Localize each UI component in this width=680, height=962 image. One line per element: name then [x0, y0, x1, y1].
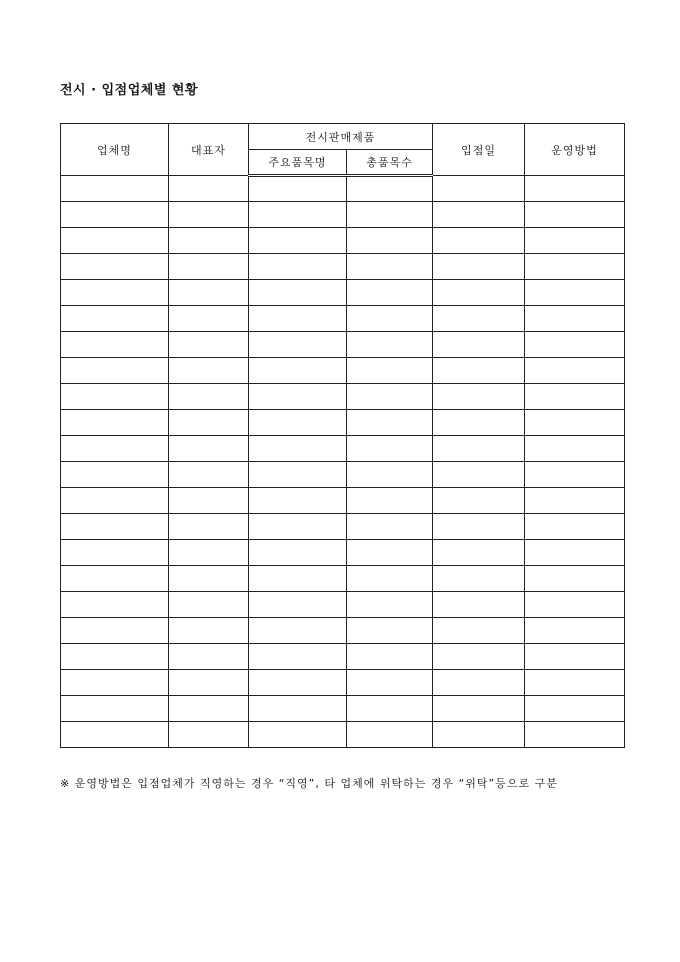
table-cell [433, 280, 525, 306]
table-cell [525, 436, 625, 462]
table-cell [525, 696, 625, 722]
table-row [61, 176, 625, 202]
table-cell [249, 410, 347, 436]
table-cell [249, 592, 347, 618]
table-cell [249, 462, 347, 488]
table-cell [433, 410, 525, 436]
table-cell [347, 644, 433, 670]
header-operation-method: 운영방법 [525, 124, 625, 176]
table-cell [433, 462, 525, 488]
table-cell [169, 540, 249, 566]
table-row [61, 488, 625, 514]
table-cell [249, 228, 347, 254]
table-cell [433, 436, 525, 462]
table-cell [525, 514, 625, 540]
table-cell [61, 358, 169, 384]
table-cell [249, 540, 347, 566]
table-cell [347, 462, 433, 488]
table-cell [525, 384, 625, 410]
table-cell [249, 358, 347, 384]
table-cell [61, 228, 169, 254]
table-cell [169, 358, 249, 384]
table-cell [525, 670, 625, 696]
table-row [61, 410, 625, 436]
table-cell [525, 228, 625, 254]
table-cell [525, 644, 625, 670]
table-cell [347, 202, 433, 228]
table-cell [249, 514, 347, 540]
table-cell [169, 176, 249, 202]
table-cell [169, 722, 249, 748]
table-cell [61, 306, 169, 332]
table-cell [61, 488, 169, 514]
table-cell [169, 644, 249, 670]
table-cell [347, 280, 433, 306]
table-cell [347, 410, 433, 436]
table-cell [61, 280, 169, 306]
header-company: 업체명 [61, 124, 169, 176]
table-row [61, 358, 625, 384]
table-row [61, 306, 625, 332]
table-cell [249, 722, 347, 748]
table-cell [525, 540, 625, 566]
table-row [61, 722, 625, 748]
table-cell [525, 306, 625, 332]
table-cell [433, 202, 525, 228]
table-cell [433, 228, 525, 254]
table-cell [347, 696, 433, 722]
table-row [61, 384, 625, 410]
table-cell [169, 462, 249, 488]
table-cell [525, 722, 625, 748]
table-cell [61, 462, 169, 488]
table-cell [525, 462, 625, 488]
table-cell [169, 488, 249, 514]
table-cell [169, 306, 249, 332]
table-cell [347, 176, 433, 202]
table-cell [347, 566, 433, 592]
table-cell [61, 670, 169, 696]
table-cell [249, 280, 347, 306]
table-cell [249, 618, 347, 644]
table-cell [347, 306, 433, 332]
table-cell [61, 618, 169, 644]
table-cell [249, 202, 347, 228]
table-cell [347, 592, 433, 618]
table-cell [433, 592, 525, 618]
table-row [61, 696, 625, 722]
table-cell [249, 384, 347, 410]
table-body [61, 176, 625, 748]
table-cell [347, 358, 433, 384]
table-cell [249, 696, 347, 722]
table-cell [169, 670, 249, 696]
table-cell [347, 228, 433, 254]
table-cell [433, 696, 525, 722]
table-cell [525, 254, 625, 280]
table-cell [433, 358, 525, 384]
table-cell [433, 540, 525, 566]
header-main-products: 주요품목명 [249, 150, 347, 176]
table-cell [169, 254, 249, 280]
table-cell [61, 254, 169, 280]
table-row [61, 670, 625, 696]
table-cell [433, 332, 525, 358]
table-cell [169, 410, 249, 436]
table-cell [433, 176, 525, 202]
table-cell [169, 592, 249, 618]
table-cell [61, 644, 169, 670]
header-entry-date: 입점일 [433, 124, 525, 176]
table-cell [347, 254, 433, 280]
table-cell [61, 176, 169, 202]
table-cell [169, 228, 249, 254]
table-row [61, 254, 625, 280]
table-cell [169, 280, 249, 306]
table-row [61, 228, 625, 254]
table-cell [525, 566, 625, 592]
table-cell [249, 566, 347, 592]
table-cell [525, 410, 625, 436]
table-cell [61, 202, 169, 228]
header-total-items: 총품목수 [347, 150, 433, 176]
table-cell [249, 670, 347, 696]
table-cell [169, 202, 249, 228]
table-cell [347, 488, 433, 514]
table-cell [347, 722, 433, 748]
table-cell [61, 384, 169, 410]
table-row [61, 436, 625, 462]
table-cell [249, 306, 347, 332]
table-cell [525, 358, 625, 384]
table-row [61, 644, 625, 670]
table-cell [525, 332, 625, 358]
table-cell [61, 696, 169, 722]
table-cell [433, 618, 525, 644]
page-title: 전시 · 입점업체별 현황 [60, 83, 199, 98]
table-cell [61, 514, 169, 540]
table-cell [347, 384, 433, 410]
table-cell [61, 566, 169, 592]
table-cell [61, 436, 169, 462]
table-row [61, 202, 625, 228]
table-cell [525, 202, 625, 228]
table-cell [525, 280, 625, 306]
table-cell [61, 410, 169, 436]
table-cell [347, 436, 433, 462]
table-cell [249, 488, 347, 514]
table-cell [525, 488, 625, 514]
table-cell [433, 644, 525, 670]
table-cell [61, 592, 169, 618]
table-cell [433, 254, 525, 280]
table-cell [347, 514, 433, 540]
table-cell [525, 176, 625, 202]
table-cell [61, 722, 169, 748]
vendor-status-table [60, 123, 625, 748]
table-cell [347, 540, 433, 566]
table-cell [347, 618, 433, 644]
table-cell [525, 618, 625, 644]
table-cell [169, 566, 249, 592]
table-row [61, 332, 625, 358]
table-cell [525, 592, 625, 618]
table-cell [61, 332, 169, 358]
footnote: ※ 운영방법은 입점업체가 직영하는 경우 “직영”, 타 업체에 위탁하는 경우 “위탁”등으로 구분 [60, 777, 558, 790]
table-cell [249, 176, 347, 202]
table-cell [433, 488, 525, 514]
table-cell [249, 332, 347, 358]
table-row [61, 618, 625, 644]
table-row [61, 540, 625, 566]
table-cell [433, 384, 525, 410]
header-products-group: 전시판매제품 [249, 124, 433, 150]
table-cell [249, 644, 347, 670]
table-cell [433, 514, 525, 540]
table-cell [433, 670, 525, 696]
table-cell [249, 254, 347, 280]
table-cell [169, 332, 249, 358]
table-cell [169, 514, 249, 540]
table-cell [169, 436, 249, 462]
table-cell [249, 436, 347, 462]
table-cell [347, 332, 433, 358]
table-cell [169, 384, 249, 410]
table-cell [347, 670, 433, 696]
table-cell [433, 306, 525, 332]
table-row [61, 280, 625, 306]
header-representative: 대표자 [169, 124, 249, 176]
table-cell [433, 722, 525, 748]
table-cell [433, 566, 525, 592]
table-cell [61, 540, 169, 566]
table-cell [169, 696, 249, 722]
table-row [61, 514, 625, 540]
table-row [61, 462, 625, 488]
table-row [61, 566, 625, 592]
table-cell [169, 618, 249, 644]
table-row [61, 592, 625, 618]
